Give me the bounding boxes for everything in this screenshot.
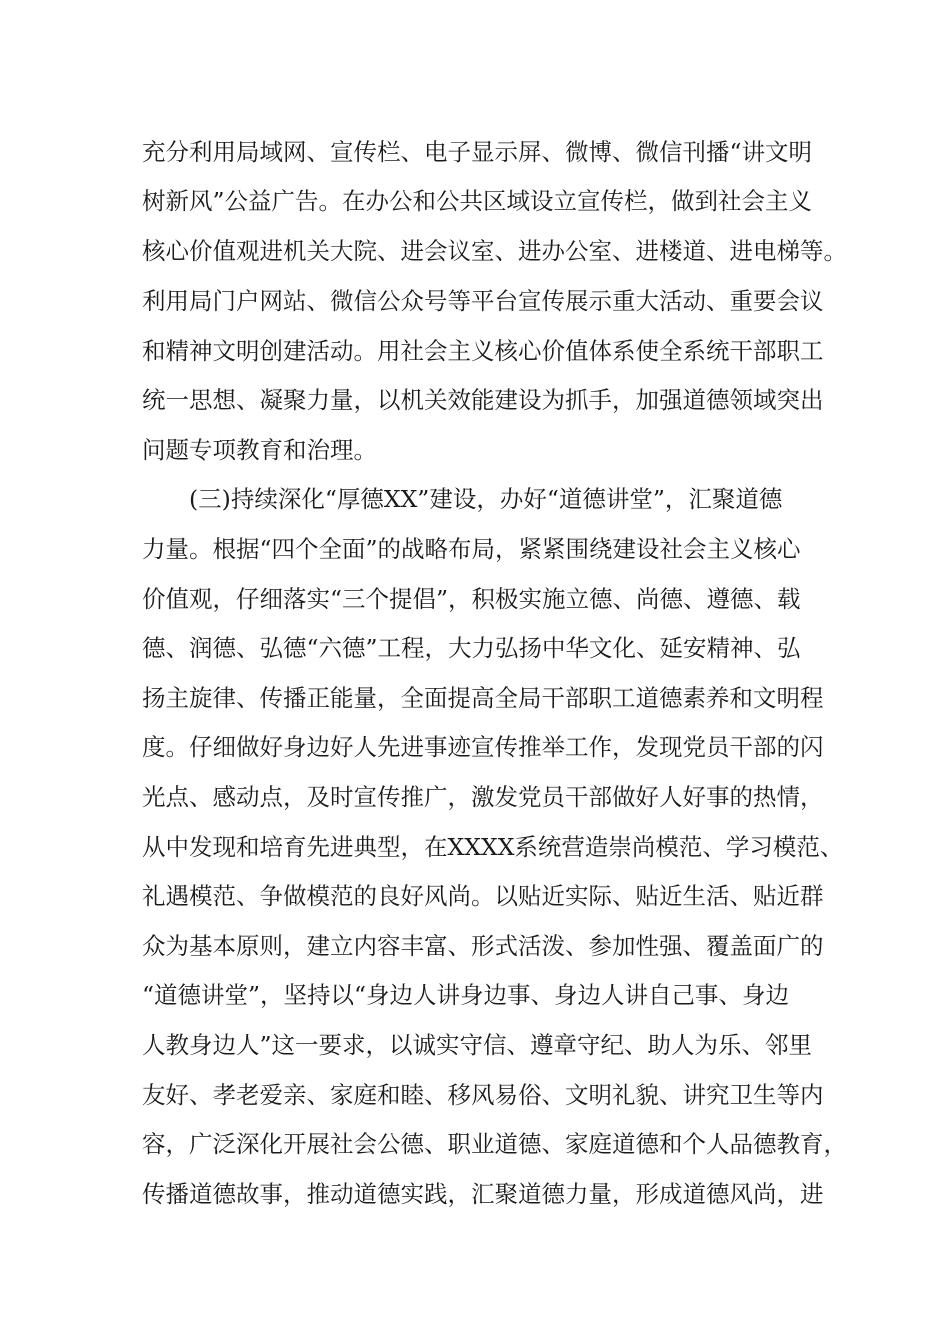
text-line: 核心价值观进机关大院、进会议室、进办公室、进楼道、进电梯等。	[142, 237, 847, 265]
text-line: 友好、孝老爱亲、家庭和睦、移风易俗、文明礼貌、讲究卫生等内	[142, 1081, 824, 1109]
text-line: 树新风”公益广告。在办公和公共区域设立宣传栏，做到社会主义	[142, 187, 813, 215]
text-line: 和精神文明创建活动。用社会主义核心价值体系使全系统干部职工	[142, 337, 824, 365]
text-line: 容，广泛深化开展社会公德、职业道德、家庭道德和个人品德教育，	[142, 1130, 847, 1158]
text-line: 从中发现和培育先进典型，在XXXX系统营造崇尚模范、学习模范、	[142, 833, 844, 861]
text-line: 力量。根据“四个全面”的战略布局，紧紧围绕建设社会主义核心	[142, 535, 801, 563]
text-line: 充分利用局域网、宣传栏、电子显示屏、微博、微信刊播“讲文明	[142, 138, 813, 166]
text-line: 众为基本原则，建立内容丰富、形式活泼、参加性强、覆盖面广的	[142, 932, 824, 960]
text-line: 人教身边人”这一要求，以诚实守信、遵章守纪、助人为乐、邻里	[142, 1031, 813, 1059]
text-line: 问题专项教育和治理。	[142, 436, 377, 464]
text-line: 光点、感动点，及时宣传推广，激发党员干部做好人好事的热情，	[142, 783, 824, 811]
text-line: 价值观，仔细落实“三个提倡”，积极实施立德、尚德、遵德、载	[142, 585, 801, 613]
text-line: 统一思想、凝聚力量，以机关效能建设为抓手，加强道德领域突出	[142, 386, 824, 414]
text-line: “道德讲堂”，坚持以“身边人讲身边事、身边人讲自己事、身边	[142, 981, 790, 1009]
text-line: 扬主旋律、传播正能量，全面提高全局干部职工道德素养和文明程	[142, 684, 824, 712]
text-line: 利用局门户网站、微信公众号等平台宣传展示重大活动、重要会议	[142, 287, 824, 315]
text-line: 礼遇模范、争做模范的良好风尚。以贴近实际、贴近生活、贴近群	[142, 882, 824, 910]
text-line: 德、润德、弘德“六德”工程，大力弘扬中华文化、延安精神、弘	[142, 634, 801, 662]
text-line: 度。仔细做好身边好人先进事迹宣传推举工作，发现党员干部的闪	[142, 733, 824, 761]
text-line: 传播道德故事，推动道德实践，汇聚道德力量，形成道德风尚，进	[142, 1180, 824, 1208]
section-heading-line: (三)持续深化“厚德XX”建设，办好“道德讲堂”，汇聚道德	[189, 485, 783, 513]
